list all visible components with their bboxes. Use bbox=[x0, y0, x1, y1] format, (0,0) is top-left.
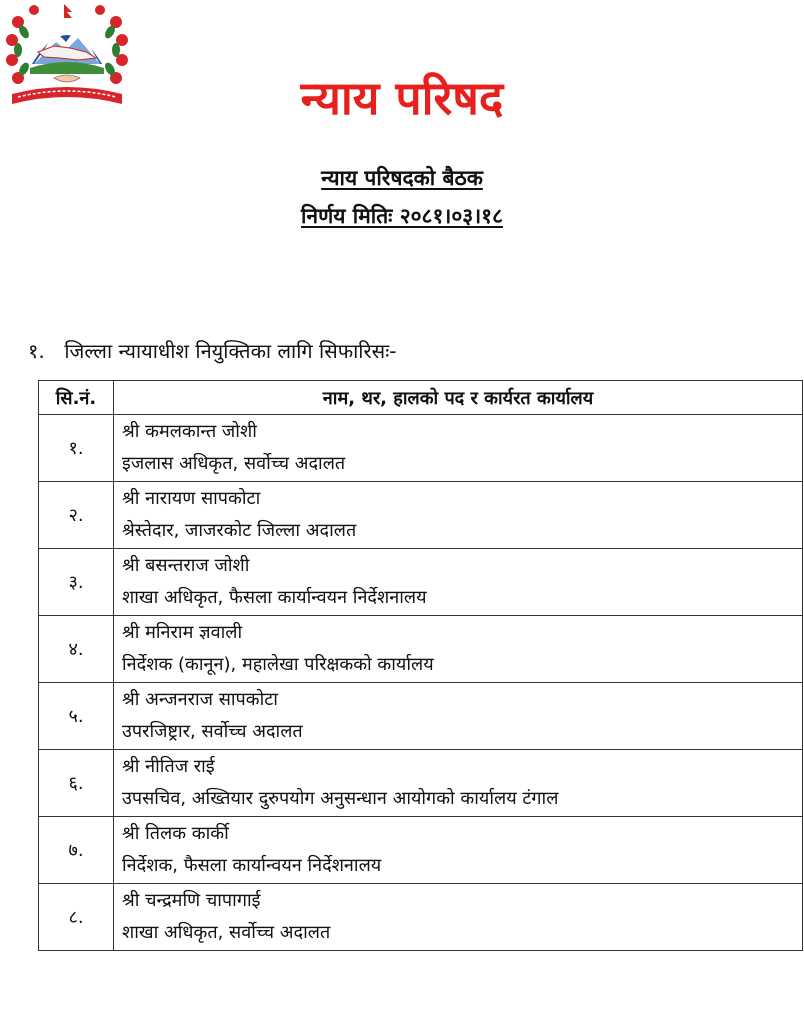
org-title: न्याय परिषद bbox=[300, 71, 504, 125]
table-row bbox=[39, 482, 803, 549]
table-row bbox=[39, 549, 803, 616]
section-heading bbox=[28, 335, 396, 367]
nominee-position: श्रेस्तेदार, जाजरकोट जिल्ला अदालत bbox=[122, 520, 357, 541]
row-details bbox=[114, 482, 803, 549]
table-row bbox=[39, 884, 803, 951]
meeting-title-text: न्याय परिषदको बैठक bbox=[321, 166, 483, 190]
serial-column-header: सि.नं. bbox=[39, 381, 114, 415]
row-details bbox=[114, 415, 803, 482]
row-serial: ५. bbox=[39, 683, 114, 750]
table-row bbox=[39, 817, 803, 884]
row-details bbox=[114, 683, 803, 750]
row-details bbox=[114, 750, 803, 817]
row-serial: ७. bbox=[39, 817, 114, 884]
row-details bbox=[114, 817, 803, 884]
details-column-header: नाम, थर, हालको पद र कार्यरत कार्यालय bbox=[114, 381, 803, 415]
table-row bbox=[39, 683, 803, 750]
row-serial: ८. bbox=[39, 884, 114, 951]
nominee-name: श्री तिलक कार्की bbox=[122, 823, 229, 844]
nominee-position: शाखा अधिकृत, फैसला कार्यान्वयन निर्देशनालय bbox=[122, 587, 427, 608]
decision-date bbox=[0, 200, 804, 232]
table-row bbox=[39, 616, 803, 683]
row-details bbox=[114, 616, 803, 683]
table-header-row bbox=[39, 381, 803, 415]
section-title: जिल्ला न्यायाधीश नियुक्तिका लागि सिफारिसः- bbox=[64, 339, 397, 363]
meeting-title bbox=[0, 162, 804, 194]
nominee-name: श्री नीतिज राई bbox=[122, 756, 215, 777]
nominee-name: श्री मनिराम ज्ञवाली bbox=[122, 622, 243, 643]
nominee-position: उपसचिव, अख्तियार दुरुपयोग अनुसन्धान आयोगको कार्यालय टंगाल bbox=[122, 788, 559, 809]
table-row bbox=[39, 750, 803, 817]
nominee-name: श्री नारायण सापकोटा bbox=[122, 488, 261, 509]
row-serial: ४. bbox=[39, 616, 114, 683]
nominee-position: इजलास अधिकृत, सर्वोच्च अदालत bbox=[122, 453, 346, 474]
nominee-position: निर्देशक (कानून), महालेखा परिक्षकको कार्यालय bbox=[122, 654, 434, 675]
nominee-name: श्री कमलकान्त जोशी bbox=[122, 421, 257, 442]
row-details bbox=[114, 884, 803, 951]
section-number: १. bbox=[28, 339, 45, 363]
nominee-position: शाखा अधिकृत, सर्वोच्च अदालत bbox=[122, 922, 331, 943]
row-serial: ६. bbox=[39, 750, 114, 817]
table-row bbox=[39, 415, 803, 482]
nominee-name: श्री अन्जनराज सापकोटा bbox=[122, 689, 278, 710]
row-serial: १. bbox=[39, 415, 114, 482]
row-serial: २. bbox=[39, 482, 114, 549]
nominee-name: श्री बसन्तराज जोशी bbox=[122, 555, 250, 576]
decision-date-text: निर्णय मितिः २०८१।०३।१८ bbox=[300, 204, 503, 228]
row-details bbox=[114, 549, 803, 616]
nominee-position: उपरजिष्ट्रार, सर्वोच्च अदालत bbox=[122, 721, 303, 742]
nominees-table bbox=[38, 380, 803, 951]
row-serial: ३. bbox=[39, 549, 114, 616]
nominee-name: श्री चन्द्रमणि चापागाई bbox=[122, 890, 261, 911]
nominee-position: निर्देशक, फैसला कार्यान्वयन निर्देशनालय bbox=[122, 855, 382, 876]
